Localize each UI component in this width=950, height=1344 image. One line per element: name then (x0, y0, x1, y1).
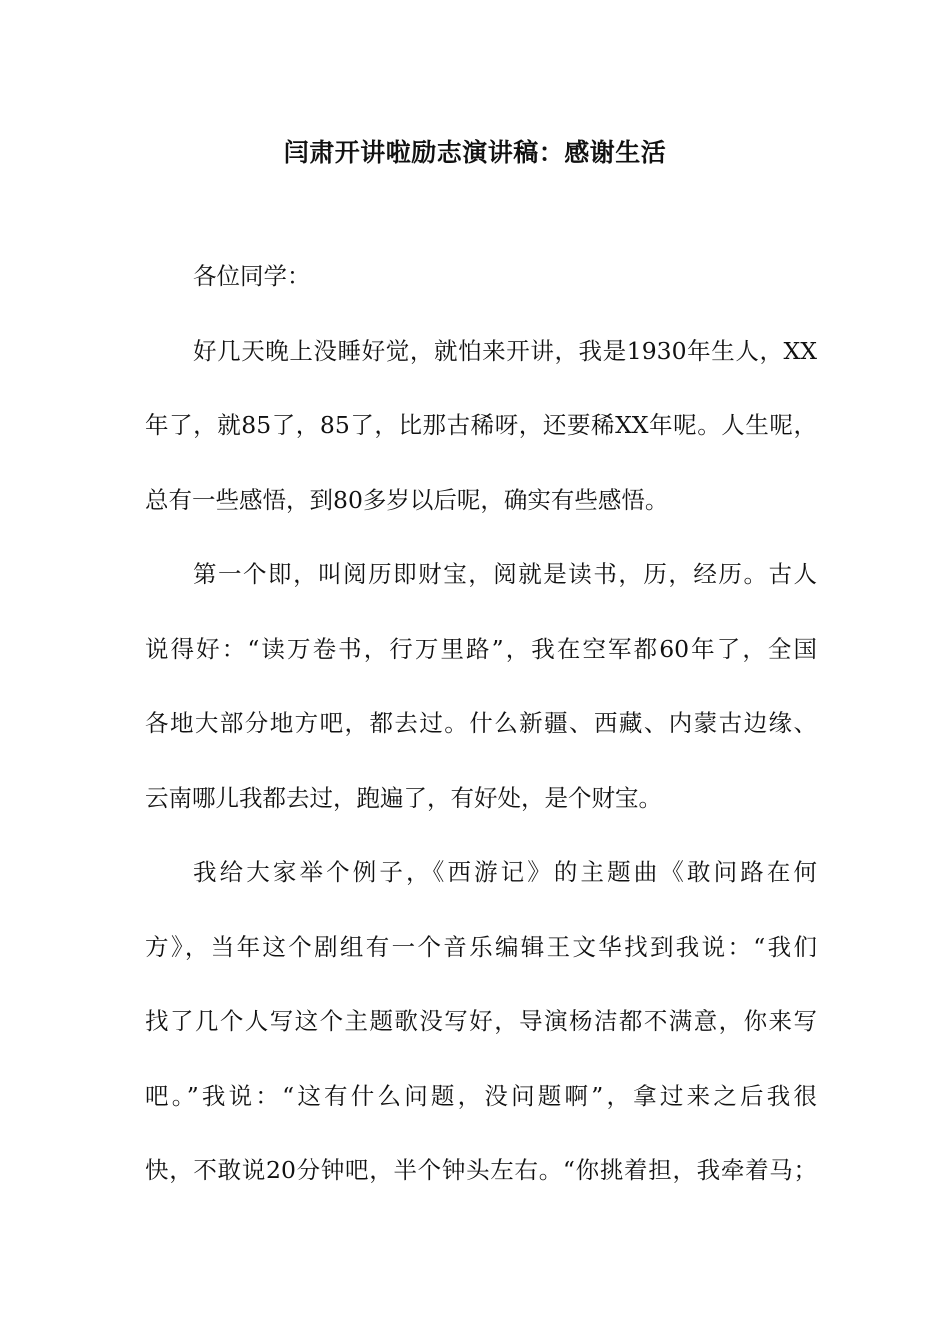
text-line: 年了，就85了，85了，比那古稀呀，还要稀XX年呢。人生呢， (145, 411, 817, 439)
document-body (145, 256, 817, 1225)
text-line: 各地大部分地方吧，都去过。什么新疆、西藏、内蒙古边缘、 (145, 709, 817, 737)
document-title: 闫肃开讲啦励志演讲稿：感谢生活 (283, 138, 667, 167)
text-line: 方》，当年这个剧组有一个音乐编辑王文华找到我说：“我们 (145, 932, 817, 961)
text-line: 快，不敢说20分钟吧，半个钟头左右。“你挑着担，我牵着马； (145, 1156, 817, 1184)
text-line: 说得好：“读万卷书，行万里路”，我在空军都60年了，全国 (145, 634, 817, 663)
text-line: 各位同学： (193, 262, 311, 290)
text-line: 找了几个人写这个主题歌没写好，导演杨洁都不满意，你来写 (145, 1007, 817, 1035)
text-line: 云南哪儿我都去过，跑遍了，有好处，是个财宝。 (145, 783, 662, 812)
text-line: 吧。”我说：“这有什么问题，没问题啊”，拿过来之后我很 (145, 1081, 817, 1110)
text-line: 第一个即，叫阅历即财宝，阅就是读书，历，经历。古人 (193, 560, 817, 588)
text-line: 我给大家举个例子，《西游记》的主题曲《敢问路在何 (193, 858, 817, 886)
text-line: 总有一些感悟，到80多岁以后呢，确实有些感悟。 (145, 485, 669, 514)
text-line: 好几天晚上没睡好觉，就怕来开讲，我是1930年生人，XX (193, 336, 817, 365)
